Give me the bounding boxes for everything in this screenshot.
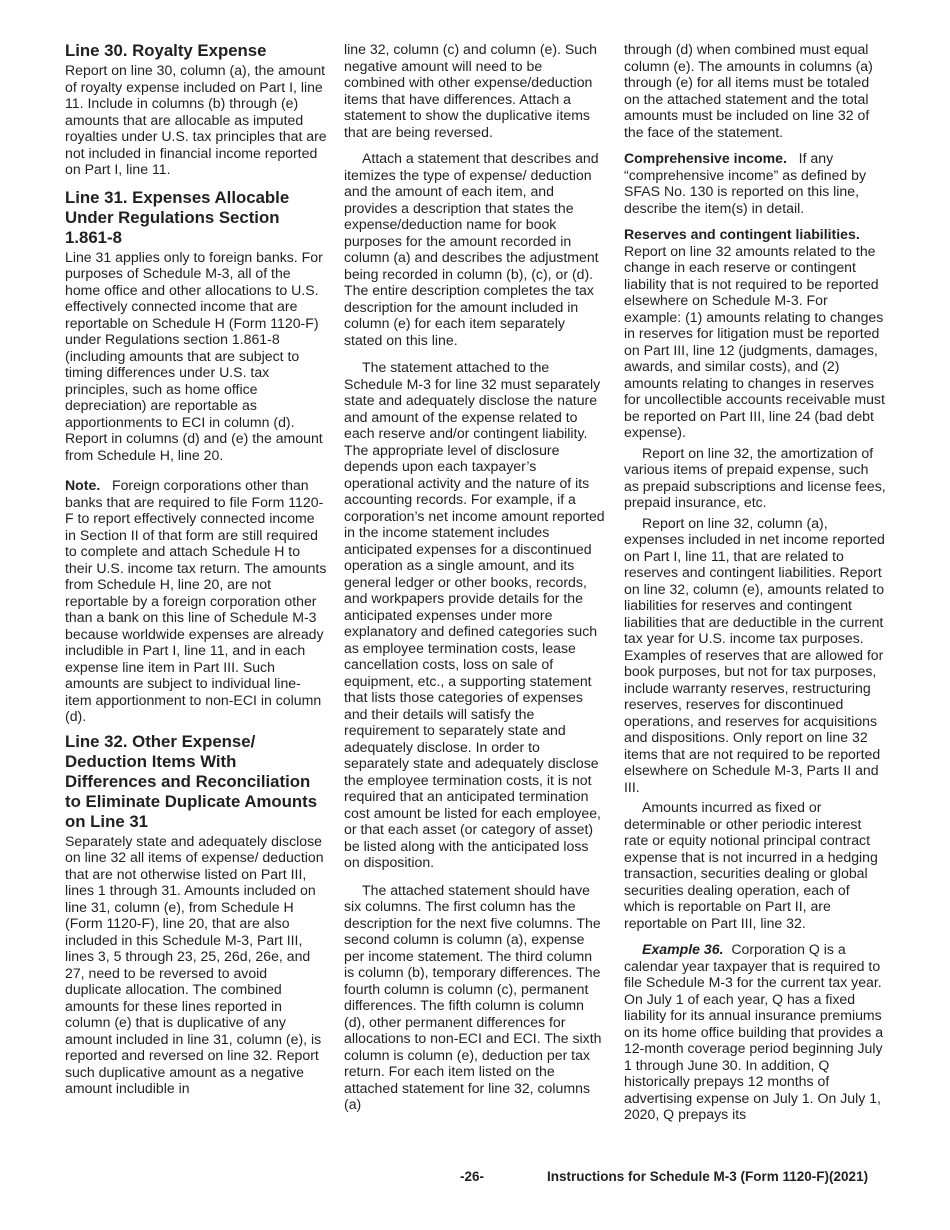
columns-total-paragraph: through (d) when combined must equal column (e). The amounts in columns (a) through (e) for all items must be totaled on the attached statement and the total amounts must be included on line 32 of the face of the statement. xyxy=(624,41,873,140)
prepaid-expense-paragraph: Report on line 32, the amortization of various items of prepaid expense, such as prepaid subscriptions and license fees, prepaid insurance, etc. xyxy=(624,444,886,510)
comprehensive-income-label: Comprehensive income. xyxy=(624,150,787,166)
note-label: Note. xyxy=(65,477,101,493)
column-middle xyxy=(344,41,606,1123)
example-36-paragraph xyxy=(624,941,886,1123)
reserves-label: Reserves and contingent liabilities. xyxy=(624,226,860,242)
example-36-text: Corporation Q is a calendar year taxpayer that is required to file Schedule M-3 for the current tax year. On July 1 of each year, Q has a fixed liability for its annual insurance premiums on its home office building that provides a 12-month coverage period beginning July 1 through June 30. In addition, Q historically prepays 12 months of advertising expense on July 1. On July 1, 2020, Q prepays its xyxy=(624,941,884,1122)
heading-line-31: Line 31. Expenses Allocable Under Regulations Section 1.861-8 xyxy=(65,187,290,247)
column-right xyxy=(624,41,886,1133)
note-text: Foreign corporations other than banks that are required to file Form 1120-F to report effectively connected income in Section II of that form are still required to complete and attach Schedule H to their U.S. income tax return. The amounts from Schedule H, line 20, are not reportable by a foreign corporation other than a bank on this line of Schedule M-3 because worldwide expenses are already includible in Part I, line 11, and in each expense line item in Part III. Such amounts are subject to individual line-item apportionment to non-ECI in column (d). xyxy=(65,477,327,724)
reserves-text: Report on line 32 amounts related to the change in each reserve or contingent liability that is not required to be reported elsewhere on Schedule M-3. For example: (1) amounts relating to changes in reserves for litigation must be reported on Part III, line 12 (judgments, damages, awards, and similar costs), and (2) amounts relating to changes in reserves for uncollectible accounts receivable must be reported on Part III, line 24 (bad debt expense). xyxy=(624,242,885,440)
comprehensive-income-text: If any “comprehensive income” as defined by SFAS No. 130 is reported on this line, describe the item(s) in detail. xyxy=(624,150,867,216)
reserves-paragraph xyxy=(624,226,886,441)
line-32-continued: line 32, column (c) and column (e). Such negative amount will need to be combined with other expense/deduction items that have differences. Attach a statement to show the duplicative items that are being reversed. xyxy=(344,41,598,140)
footer-title: Instructions for Schedule M-3 (Form 1120-F)(2021) xyxy=(547,1169,869,1184)
heading-line-32: Line 32. Other Expense/ Deduction Items With Differences and Reconciliation to Eliminate Duplicate Amounts on Line 31 xyxy=(65,731,318,831)
notional-contract-paragraph: Amounts incurred as fixed or determinable or other periodic interest rate or equity notional principal contract expense that is not incurred in a hedging transaction, securities dealing or global securities dealing operation, each of which is reportable on Part II, are reportable on Part III, line 32. xyxy=(624,799,878,931)
comprehensive-income-paragraph xyxy=(624,150,886,216)
six-columns-paragraph: The attached statement should have six columns. The first column has the description for the next five columns. The second column is column (a), expense per income statement. The third column is column (b), temporary differences. The fourth column is column (c), permanent differences. The fifth column is column (d), other permanent differences for allocations to non-ECI and ECI. The sixth column is column (e), deduction per tax return. For each item listed on the attached statement for line 32, columns (a) xyxy=(344,881,602,1112)
line-31-text: Line 31 applies only to foreign banks. For purposes of Schedule M-3, all of the home office and other allocations to U.S. effectively connected income that are reportable on Schedule H (Form 1120-F) under Regulations section 1.861-8 (including amounts that are subject to timing differences under U.S. tax principles, such as home office depreciation) are reportable as apportionments to ECI in column (d). Report in columns (d) and (e) the amount from Schedule H, line 20. xyxy=(65,248,323,463)
attach-statement-paragraph: Attach a statement that describes and itemizes the type of expense/ deduction and the amount of each item, and provides a description that states the expense/deduction name for book purposes for the amount recorded in column (a) and describes the adjustment being recorded in column (b), (c), or (d). The entire description completes the tax description for the amount included in column (e) for each item separately stated on this line. xyxy=(344,150,599,348)
reserves-column-paragraph: Report on line 32, column (a), expenses included in net income reported on Part I, line 11, that are related to reserves and contingent liabilities. Report on line 32, column (e), amounts related to liabilities for reserves and contingent liabilities that are deductible in the current tax year for U.S. income tax purposes. Examples of reserves that are allowed for book purposes, but not for tax purposes, include warranty reserves, restructuring reserves, reserves for discontinued operations, and reserves for acquisitions and dispositions. Only report on line 32 items that are not required to be reported elsewhere on Schedule M-3, Parts II and III. xyxy=(624,514,885,795)
page-number: -26- xyxy=(460,1169,485,1184)
note-paragraph xyxy=(65,477,327,725)
heading-line-30: Line 30. Royalty Expense xyxy=(65,41,267,60)
disclosure-paragraph: The statement attached to the Schedule M-3 for line 32 must separately state and adequately disclose the nature and amount of the expense related to each reserve and/or contingent liability. The appropriate level of disclosure depends upon each taxpayer’s operational activity and the nature of its accounting records. For example, if a corporation’s net income amount reported in the income statement includes anticipated expenses for a discontinued operation as a single amount, and its general ledger or other books, records, and workpapers provide details for the anticipated expenses under more explanatory and defined categories such as employee termination costs, lease cancellation costs, loss on sale of equipment, etc., a supporting statement that lists those categories of expenses and their details will satisfy the requirement to separately state and adequately disclose. In order to separately state and adequately disclose the employee termination costs, it is not required that an anticipated termination cost amount be listed for each employee, or that each asset (or category of asset) be listed along with the anticipated loss on disposition. xyxy=(344,359,605,870)
line-32-text: Separately state and adequately disclose on line 32 all items of expense/ deduction that are not otherwise listed on Part III, lines 1 through 31. Amounts included on line 31, column (e), from Schedule H (Form 1120-F), line 20, that are also included in this Schedule M-3, Part III, lines 3, 5 through 23, 25, 26d, 26e, and 27, need to be reversed to avoid duplicate allocation. The combined amounts for these lines reported in column (e) that is duplicative of any amount included in line 31, column (e), is reported and reversed on line 32. Report such duplicative amount as a negative amount includible in xyxy=(65,832,324,1096)
line-30-text: Report on line 30, column (a), the amount of royalty expense included on Part I, line 11. Include in columns (b) through (e) amounts that are allocable as imputed royalties under U.S. tax principles that are not included in financial income reported on Part I, line 11. xyxy=(65,62,327,177)
example-36-label: Example 36. xyxy=(642,941,724,957)
column-left xyxy=(65,41,327,1107)
page-footer xyxy=(0,1169,950,1189)
